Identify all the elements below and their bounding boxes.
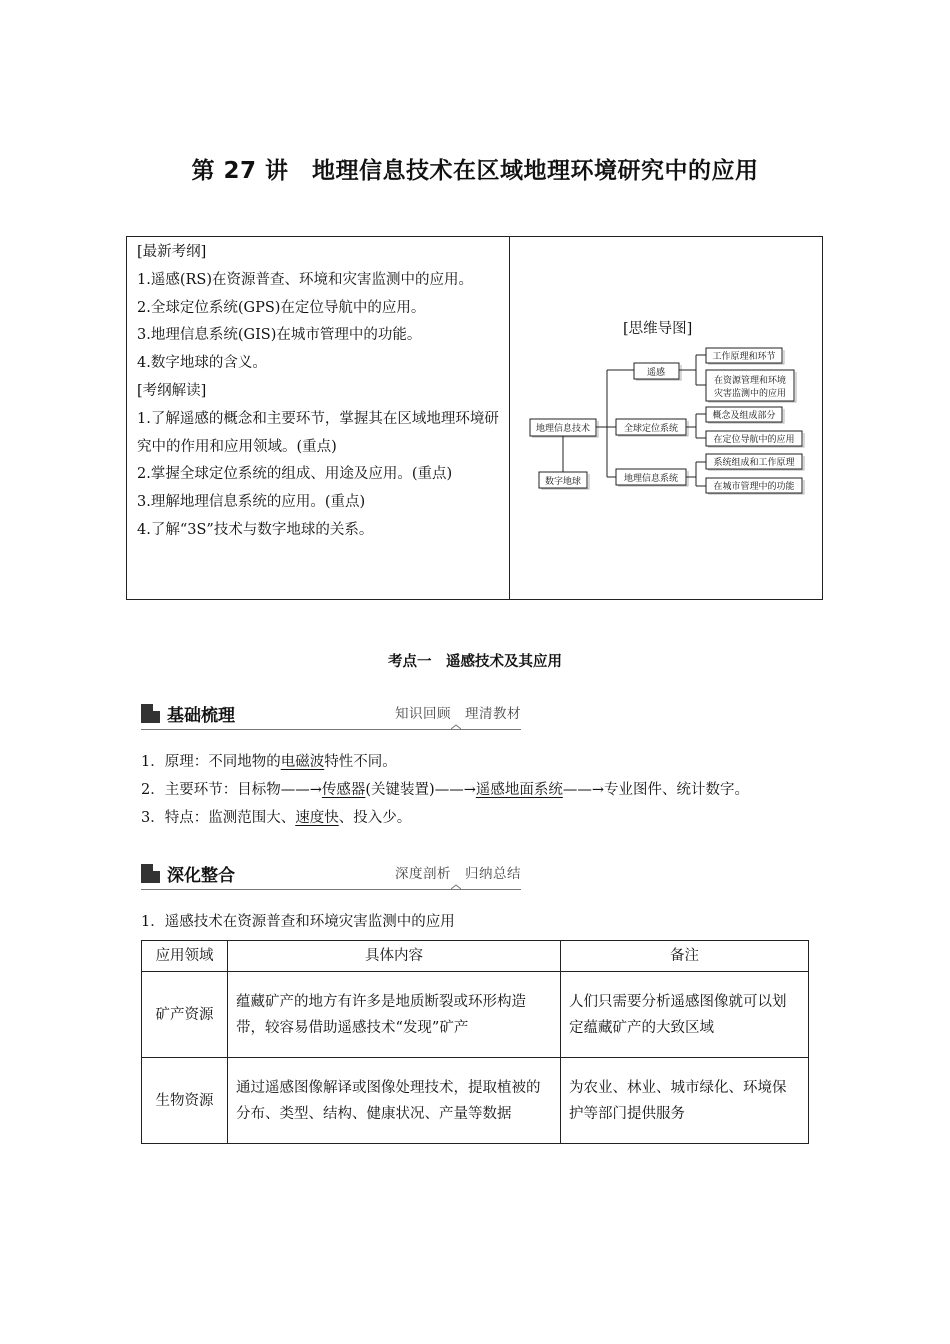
mindmap-gps-1: 概念及组成部分 xyxy=(712,411,776,421)
mindmap-gis-2: 在城市管理中的功能 xyxy=(713,482,795,492)
table-cell-field: 矿产资源 xyxy=(142,972,228,1058)
table-header-row xyxy=(142,941,809,972)
syllabus-item: 3.地理信息系统(GIS)在城市管理中的功能。 xyxy=(137,327,422,344)
syllabus-box xyxy=(126,236,823,600)
syllabus-item: 2.掌握全球定位系统的组成、用途及应用。(重点) xyxy=(137,466,453,483)
mindmap-gps: 全球定位系统 xyxy=(623,424,679,434)
table-cell-note: 为农业、林业、城市绿化、环境保护等部门提供服务 xyxy=(561,1058,809,1144)
bar-square-icon xyxy=(141,864,160,883)
syllabus-item: 2.全球定位系统(GPS)在定位导航中的应用。 xyxy=(137,299,426,316)
mindmap-diagram xyxy=(127,237,824,601)
bar-subheading: 知识回顾 理清教材 xyxy=(395,706,521,722)
section-bar-basics xyxy=(141,700,521,726)
syllabus-heading-latest: [最新考纲] xyxy=(137,244,207,260)
syllabus-heading-interpret: [考纲解读] xyxy=(137,382,207,399)
bar-rule xyxy=(141,729,521,730)
syllabus-item: 3.理解地理信息系统的应用。(重点) xyxy=(137,494,366,511)
table-cell-content: 蕴藏矿产的地方有许多是地质断裂或环形构造带，较容易借助遥感技术“发现”矿产 xyxy=(228,972,561,1058)
answer-underline: 传感器 xyxy=(321,782,366,798)
bar-square-icon xyxy=(141,704,160,723)
table-row xyxy=(142,1058,809,1144)
bar-notch-icon xyxy=(451,724,461,730)
integration-title: 1．遥感技术在资源普查和环境灾害监测中的应用 xyxy=(141,914,455,930)
table-row xyxy=(142,972,809,1058)
mindmap-title: [思维导图] xyxy=(623,321,693,337)
bar-rule xyxy=(141,889,521,890)
mindmap-gis: 地理信息系统 xyxy=(623,474,679,484)
table-header: 具体内容 xyxy=(228,941,561,972)
mindmap-rs-1: 工作原理和环节 xyxy=(712,352,776,362)
answer-underline: 速度快 xyxy=(295,810,339,826)
syllabus-item: 4.了解“3S”技术与数字地球的关系。 xyxy=(137,521,374,538)
application-table xyxy=(141,940,809,1144)
mindmap-digital-earth: 数字地球 xyxy=(544,477,582,487)
section-title: 考点一 遥感技术及其应用 xyxy=(388,654,562,670)
basics-list xyxy=(141,748,821,832)
table-header: 备注 xyxy=(561,941,809,972)
table-cell-content: 通过遥感图像解译或图像处理技术，提取植被的分布、类型、结构、健康状况、产量等数据 xyxy=(228,1058,561,1144)
syllabus-item: 1.了解遥感的概念和主要环节，掌握其在区域地理环境研究中的作用和应用领域。(重点) xyxy=(137,410,499,455)
bar-heading: 基础梳理 xyxy=(167,706,235,726)
bar-notch-icon xyxy=(451,884,461,890)
mindmap-rs-2b: 灾害监测中的应用 xyxy=(713,389,787,399)
basics-item-features: 3．特点：监测范围大、速度快、投入少。 xyxy=(141,810,412,826)
bar-subheading: 深度剖析 归纳总结 xyxy=(395,866,521,882)
mindmap-rs-2a: 在资源管理和环境 xyxy=(713,376,787,386)
mindmap-gis-1: 系统组成和工作原理 xyxy=(713,458,795,468)
page-title: 第 27 讲 地理信息技术在区域地理环境研究中的应用 xyxy=(191,158,759,184)
basics-item-principle: 1．原理：不同地物的电磁波特性不同。 xyxy=(141,754,397,770)
basics-item-steps: 2．主要环节：目标物——→传感器(关键装置)——→遥感地面系统——→专业图件、统计数字。 xyxy=(141,782,749,798)
answer-underline: 遥感地面系统 xyxy=(475,782,563,798)
section-bar-integration xyxy=(141,860,521,886)
bar-heading: 深化整合 xyxy=(167,866,235,886)
syllabus-item: 1.遥感(RS)在资源普查、环境和灾害监测中的应用。 xyxy=(137,271,473,288)
table-cell-note: 人们只需要分析遥感图像就可以划定蕴藏矿产的大致区域 xyxy=(561,972,809,1058)
mindmap-rs: 遥感 xyxy=(646,368,666,378)
syllabus-item: 4.数字地球的含义。 xyxy=(137,355,267,372)
table-header: 应用领域 xyxy=(142,941,228,972)
answer-underline: 电磁波 xyxy=(280,754,325,770)
table-cell-field: 生物资源 xyxy=(142,1058,228,1144)
mindmap-gps-2: 在定位导航中的应用 xyxy=(713,435,795,445)
mindmap-root: 地理信息技术 xyxy=(535,424,591,434)
